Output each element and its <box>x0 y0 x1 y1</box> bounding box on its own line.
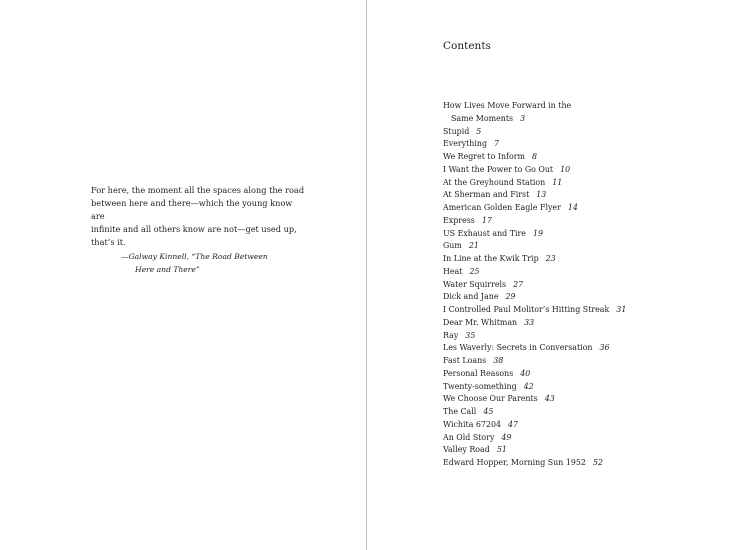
toc-entry <box>443 393 703 406</box>
toc-entry <box>443 164 703 177</box>
toc-entry-page: 40 <box>520 368 531 378</box>
toc-entry-title: Ray <box>443 330 459 340</box>
toc-entry-title: Dick and Jane <box>443 292 499 302</box>
toc-entry <box>443 177 703 190</box>
toc-entry-title: Gum <box>443 241 462 251</box>
toc-entry-title: We Choose Our Parents <box>443 394 538 404</box>
attribution-line: —Galway Kinnell, “The Road Between <box>121 252 268 261</box>
toc-entry-page: 25 <box>469 266 480 276</box>
toc-entry <box>443 215 703 228</box>
toc-entry-page: 51 <box>496 445 507 455</box>
toc-entry-title: Express <box>443 215 475 225</box>
epigraph-line: infinite and all others know are not—get used up, <box>91 224 297 234</box>
epigraph-attribution <box>121 251 306 276</box>
epigraph-text <box>91 184 306 249</box>
toc-entry-title: Twenty-something <box>443 381 517 391</box>
toc-entry <box>443 419 703 432</box>
epigraph-line: that’s it. <box>91 237 126 247</box>
toc-entry-title: Fast Loans <box>443 356 487 365</box>
toc-entry-page: 31 <box>616 305 627 314</box>
toc-entry-title: Personal Reasons <box>443 368 514 378</box>
toc-entry-title: Les Waverly: Secrets in Conversation <box>443 343 593 353</box>
toc-entry <box>443 253 703 266</box>
toc-entry <box>443 406 703 419</box>
toc-entry <box>443 457 703 470</box>
toc-entry-page: 35 <box>465 330 476 340</box>
toc-entry-title: Wichita 67204 <box>443 419 502 429</box>
toc-entry-title: Same Moments <box>451 113 514 123</box>
toc-entry-page: 49 <box>501 432 512 442</box>
toc-entry-page: 52 <box>592 458 603 467</box>
toc-entry <box>443 189 703 202</box>
toc-entry-title: I Want the Power to Go Out <box>443 164 554 174</box>
toc-entry <box>443 444 703 457</box>
toc-entry-page: 47 <box>508 419 519 429</box>
toc-entry-page: 10 <box>560 164 571 174</box>
epigraph-line: For here, the moment all the spaces along the road <box>91 185 305 195</box>
toc-entry-title: Valley Road <box>443 445 490 455</box>
toc-entry-page: 8 <box>531 152 538 161</box>
toc-entry <box>443 151 703 164</box>
toc-entry-page: 14 <box>567 203 578 212</box>
epigraph-line: between here and there—which the young know are <box>91 198 293 221</box>
toc-entry <box>443 138 703 151</box>
toc-entry-page: 13 <box>536 190 547 200</box>
toc-entry <box>443 126 703 139</box>
right-page <box>367 0 733 550</box>
toc-entry-title: How Lives Move Forward in the <box>443 101 572 110</box>
toc-entry <box>443 304 703 317</box>
toc-entry-page: 33 <box>524 317 535 327</box>
toc-entry <box>443 432 703 445</box>
table-of-contents <box>443 100 703 470</box>
toc-entry-title: At the Greyhound Station <box>443 177 546 187</box>
toc-entry-page: 43 <box>544 394 555 404</box>
toc-entry-title: The Call <box>443 407 477 416</box>
toc-entry-title: An Old Story <box>443 432 495 442</box>
toc-entry-title: US Exhaust and Tire <box>443 228 526 238</box>
toc-entry-page: 27 <box>513 279 524 289</box>
toc-entry-title: Heat <box>443 266 463 276</box>
toc-entry-title: American Golden Eagle Flyer <box>443 203 561 212</box>
toc-entry-title: Everything <box>443 139 488 149</box>
toc-entry <box>443 355 703 368</box>
toc-entry <box>443 291 703 304</box>
toc-entry <box>443 240 703 253</box>
toc-entry <box>443 317 703 330</box>
toc-entry <box>443 202 703 215</box>
toc-entry <box>443 228 703 241</box>
toc-entry-title: Water Squirrels <box>443 279 507 289</box>
toc-entry-page: 5 <box>476 126 482 136</box>
toc-entry-title: At Sherman and First <box>443 190 530 200</box>
epigraph <box>91 184 306 276</box>
toc-entry <box>443 266 703 279</box>
toc-entry-page: 42 <box>523 381 534 391</box>
toc-entry-title: In Line at the Kwik Trip <box>443 254 539 263</box>
toc-entry-page: 3 <box>520 113 526 123</box>
toc-entry-page: 23 <box>545 254 556 263</box>
toc-entry-continuation <box>443 113 703 126</box>
toc-entry <box>443 368 703 381</box>
toc-entry-title: I Controlled Paul Molitor’s Hitting Streak <box>443 305 610 314</box>
toc-entry <box>443 330 703 343</box>
toc-entry-page: 29 <box>505 292 516 302</box>
toc-entry-page: 36 <box>599 343 610 353</box>
toc-entry-title: We Regret to Inform <box>443 152 525 161</box>
toc-entry-title: Dear Mr. Whitman <box>443 317 518 327</box>
toc-entry <box>443 279 703 292</box>
toc-entry-page: 45 <box>483 407 494 416</box>
toc-entry-page: 19 <box>532 228 543 238</box>
attribution-line: Here and There” <box>135 264 200 274</box>
toc-entry-page: 21 <box>468 241 479 251</box>
toc-entry-page: 38 <box>493 356 504 365</box>
contents-title: Contents <box>443 40 491 52</box>
toc-entry <box>443 342 703 355</box>
toc-entry-page: 11 <box>552 177 563 187</box>
toc-entry <box>443 381 703 394</box>
toc-entry-title: Edward Hopper, Morning Sun 1952 <box>443 458 586 467</box>
toc-entry-page: 7 <box>494 139 500 149</box>
toc-entry-title: Stupid <box>443 126 470 136</box>
toc-entry <box>443 100 703 113</box>
toc-entry-page: 17 <box>481 215 492 225</box>
left-page <box>0 0 366 550</box>
